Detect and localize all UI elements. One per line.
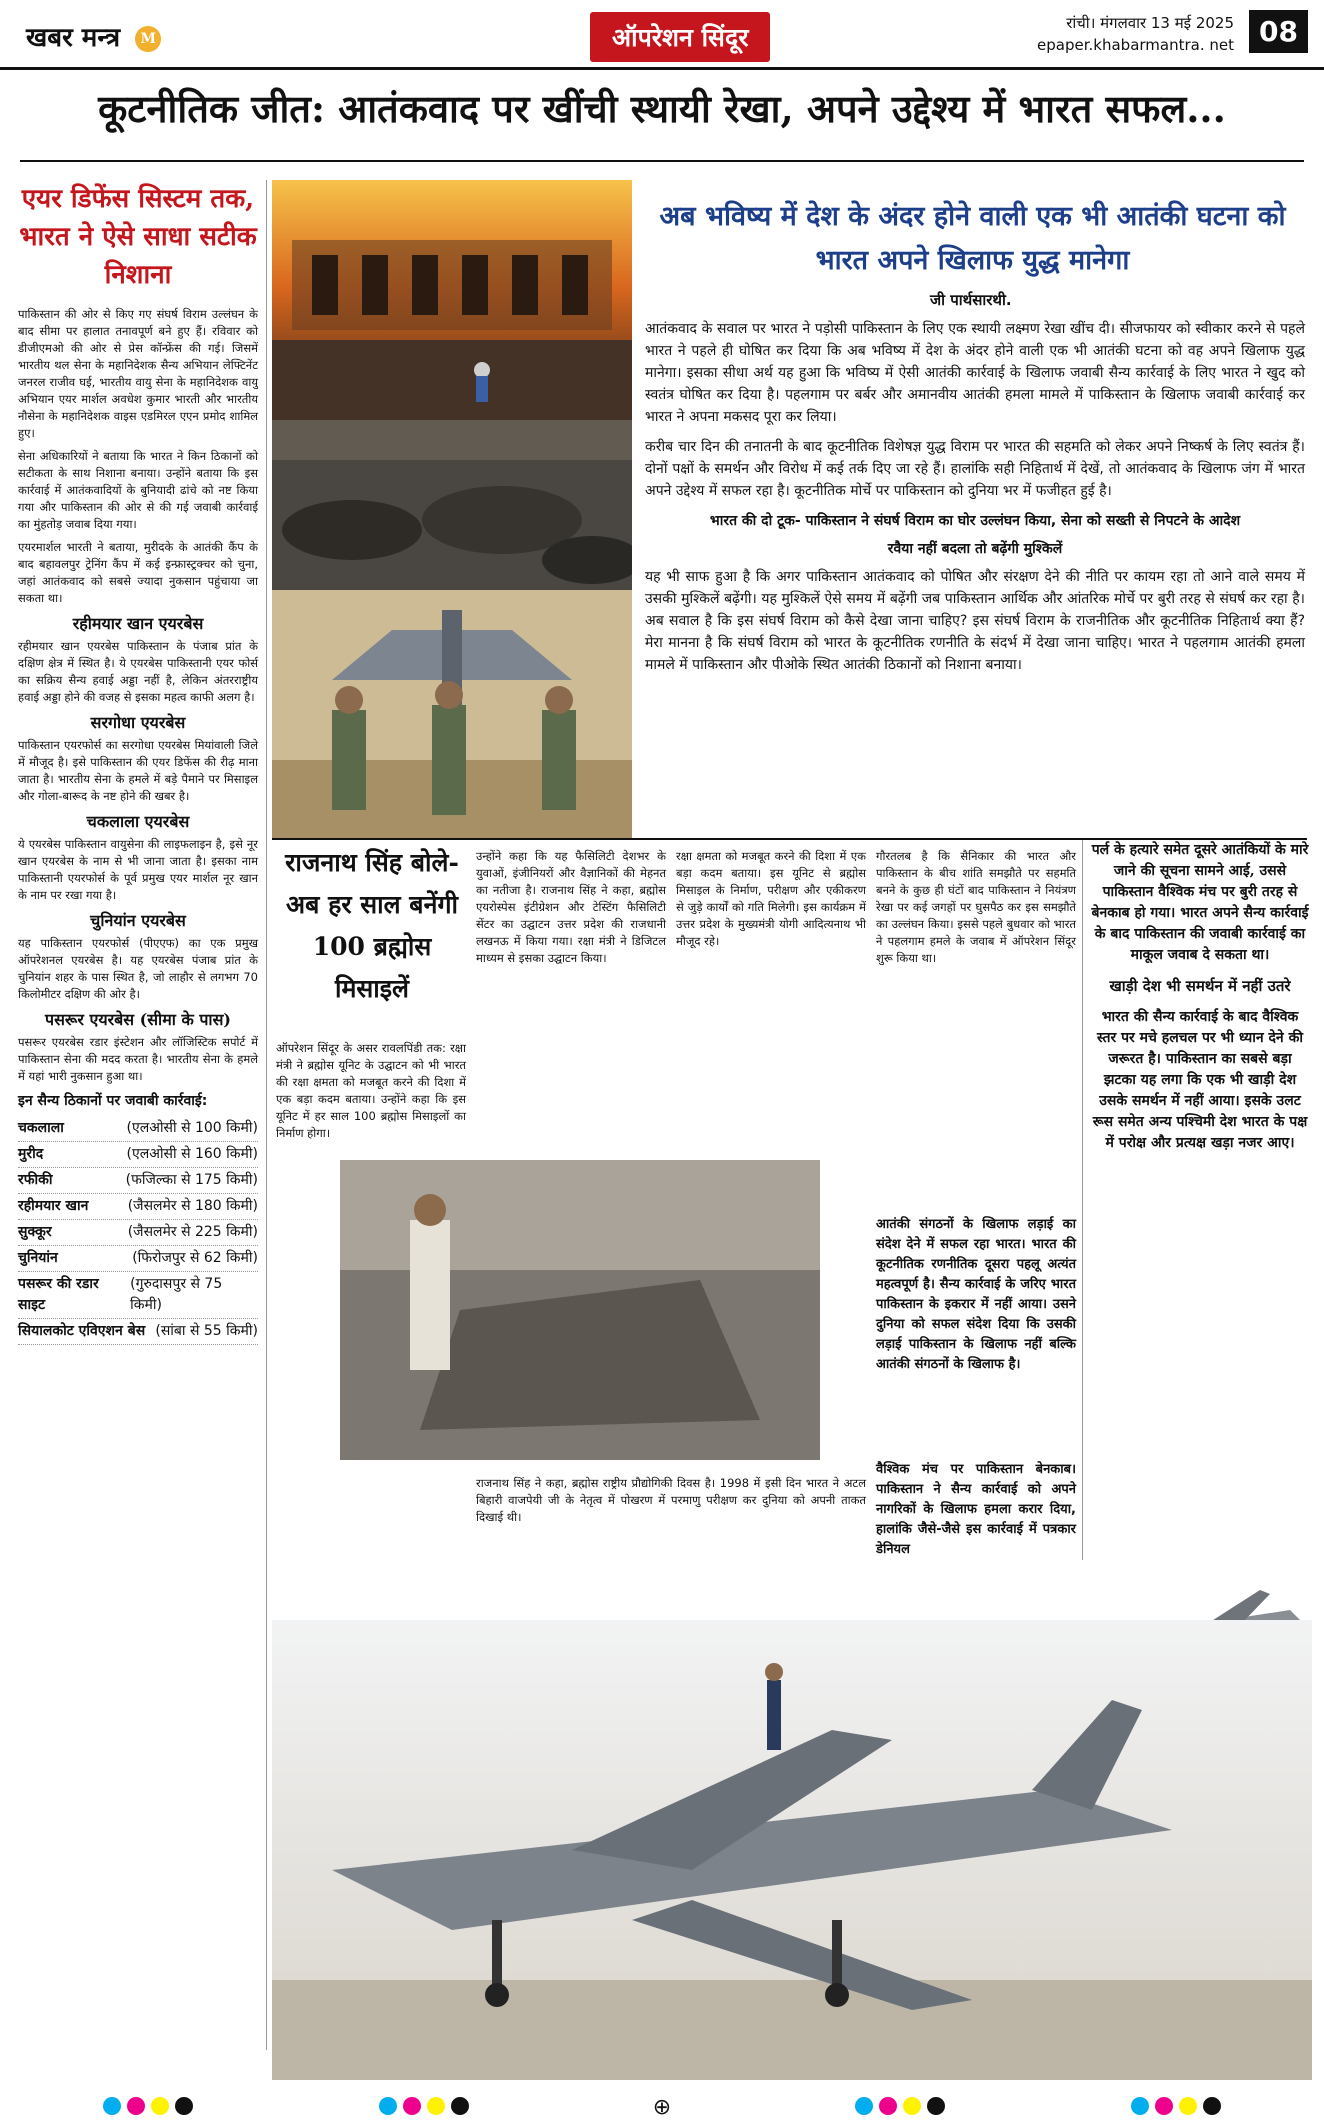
strike-site-detail: (फजिल्का से 175 किमी) (125, 1172, 258, 1188)
strike-row (18, 1168, 258, 1194)
paragraph: रहीमयार खान एयरबेस पाकिस्तान के पंजाब प्रांत के दक्षिण क्षेत्र में स्थित है। ये एयरबेस पाकिस्तानी एयर फोर्स का सक्रिय सैन्य हवाई अड्डा नहीं है, लेकिन अंतरराष्ट्रीय हवाई अड्डा होने की वजह से इसका महत्व काफी अलग है। (18, 639, 258, 704)
byline: जी पार्थसारथी. (930, 291, 1012, 309)
strike-site-detail: (गुरुदासपुर से 75 किमी) (130, 1276, 223, 1313)
cyan-dot-icon (103, 2097, 121, 2115)
strike-list (18, 1091, 258, 1345)
brand-name: खबर मन्त्र (26, 23, 121, 53)
rajnath-col-1: ऑपरेशन सिंदूर के असर रावलपिंडी तक: रक्षा मंत्री ने ब्रह्मोस यूनिट के उद्घाटन को भी भारत की रक्षा क्षमता को मजबूत करने की दिशा में एक बड़ा कदम बताया। उन्होंने कहा कि इस यूनिट में हर साल 100 ब्रह्मोस मिसाइलों का निर्माण होगा। (276, 1041, 466, 1140)
strike-list-title: इन सैन्य ठिकानों पर जवाबी कार्रवाई: (18, 1093, 208, 1109)
paragraph: एयरमार्शल भारती ने बताया, मुरीदके के आतंकी कैंप के बाद बहावलपुर ट्रेनिंग कैंप में कई इन्फ्रास्ट्रक्चर को चुना, जहां आतंकवाद को सबसे ज्यादा नुकसान पहुंचाया जा सकता था। (18, 540, 258, 605)
middle-col-2: आतंकी संगठनों के खिलाफ लड़ाई का संदेश देने में सफल रहा भारत। भारत की कूटनीतिक रणनीतिक दूसरा पहलू अत्यंत महत्वपूर्ण है। सैन्य कार्रवाई के जरिए भारत पाकिस्तान के इकरार में नहीं आया। उसने दुनिया को सफल संदेश दिया कि उसकी लड़ाई पाकिस्तान के खिलाफ नहीं बल्कि आतंकी संगठनों के खिलाफ है। (876, 1217, 1076, 1372)
rajnath-col-2: उन्होंने कहा कि यह फैसिलिटी देशभर के युवाओं, इंजीनियरों और वैज्ञानिकों की मेहनत का नतीजा है। राजनाथ सिंह ने कहा, ब्रह्मोस एयरोस्पेस इंटीग्रेशन और टेस्टिंग फैसिलिटी सेंटर का उद्घाटन उत्तर प्रदेश की राजधानी लखनऊ में किया गया। रक्षा मंत्री ने डिजिटल माध्यम से इसका उद्घाटन किया। (476, 849, 666, 965)
strike-row (18, 1220, 258, 1246)
strike-site-name: सुक्कूर (18, 1224, 52, 1240)
lead-body (645, 318, 1305, 684)
burnt-cars-photo (272, 420, 632, 590)
print-registration-strip (0, 2090, 1324, 2125)
paragraph: आतंकवाद के सवाल पर भारत ने पड़ोसी पाकिस्तान के लिए एक स्थायी लक्ष्मण रेखा खींच दी। सीजफायर को स्वीकार करने से पहले भारत ने पहले ही घोषित कर दिया कि अब भविष्य में देश के अंदर होने वाली एक भी आतंकी घटना को वह अपने खिलाफ युद्ध मानेगा। इसका सीधा अर्थ यह हुआ कि भविष्य में ऐसी आतंकी कार्रवाई के खिलाफ जवाबी सैन्य कार्रवाई के लिए भारत ने खुद को स्वतंत्र घोषित कर दिया है। पहलगाम पर बर्बर और अमानवीय आतंकी हमला मामले में पाकिस्तान के खिलाफ जवाबी कार्रवाई कर भारत ने अपना मकसद पूरा कर लिया। (645, 321, 1305, 425)
left-column (18, 180, 258, 1345)
subhead: खाड़ी देश भी समर्थन में नहीं उतरे (1109, 977, 1291, 995)
paragraph: सेना अधिकारियों ने बताया कि भारत ने किन ठिकानों को सटीकता के साथ निशाना बनाया। उन्होंने बताया कि इस कार्रवाई में आतंकवादियों के बुनियादी ढांचे को नष्ट किया गया और पाकिस्तान की ओर से की गई जवाबी कार्रवाई का मुंहतोड़ जवाब दिया गया। (18, 449, 258, 531)
yellow-dot-icon (151, 2097, 169, 2115)
yellow-dot-icon (1179, 2097, 1197, 2115)
color-swatch-group (1128, 2097, 1224, 2119)
magenta-dot-icon (879, 2097, 897, 2115)
right-column (1090, 840, 1310, 1164)
strike-row (18, 1319, 258, 1345)
black-dot-icon (1203, 2097, 1221, 2115)
rajnath-headline: राजनाथ सिंह बोले- अब हर साल बनेंगी 100 ब्रह्मोस मिसाइलें (285, 848, 459, 1003)
yellow-dot-icon (903, 2097, 921, 2115)
strike-site-name: पसरूर की रडार साइट (18, 1276, 99, 1313)
rafale-photo (272, 1620, 1312, 2080)
strike-site-name: सियालकोट एविएशन बेस (18, 1323, 146, 1339)
brand-logo (26, 18, 161, 54)
subhead: रहीमयार खान एयरबेस (72, 614, 204, 633)
strike-row (18, 1246, 258, 1272)
lead-subhead: भारत की दो टूक- पाकिस्तान ने संघर्ष विराम का घोर उल्लंघन किया, सेना को सख्ती से निपटने के आदेश (709, 513, 1241, 529)
paragraph: भारत की सैन्य कार्रवाई के बाद वैश्विक स्तर पर मचे हलचल पर भी ध्यान देने की जरूरत है। पाकिस्तान का सबसे बड़ा झटका यह लगा कि एक भी खाड़ी देश उसके समर्थन में नहीं आया। इसके उलट रूस समेत अन्य पश्चिमी देश भारत के पक्ष में परोक्ष और प्रत्यक्ष खड़ा नजर आए। (1092, 1009, 1308, 1151)
page-number: 08 (1249, 10, 1308, 53)
registration-mark-icon: ⊕ (652, 2095, 672, 2120)
rajnath-col-3: रक्षा क्षमता को मजबूत करने की दिशा में एक बड़ा कदम बताया। इस यूनिट से ब्रह्मोस मिसाइल के निर्माण, परीक्षण और एकीकरण से जुड़े कार्यों को गति मिलेगी। इस कार्यक्रम में उत्तर प्रदेश के मुख्यमंत्री योगी आदित्यनाथ भी मौजूद रहे। (676, 849, 866, 948)
subhead: पसरूर एयरबेस (सीमा के पास) (45, 1010, 231, 1029)
strike-site-detail: (फिरोजपुर से 62 किमी) (132, 1250, 258, 1266)
paragraph: पाकिस्तान की ओर से किए गए संघर्ष विराम उल्लंघन के बाद सीमा पर हालात तनावपूर्ण बने हुए हैं। रविवार को डीजीएमओ की ओर से प्रेस कॉन्फ्रेंस की गई। जिसमें भारतीय थल सेना के महानिदेशक सैन्य अभियान लेफ्टिनेंट जनरल राजीव घई, भारतीय वायु सेना के महानिदेशक वायु अभियान एयर मार्शल अवधेश कुमार भारती और भारतीय नौसेना के महानिदेशक वाइस एडमिरल एएन प्रमोद शामिल हुए। (18, 307, 258, 440)
section-tag: ऑपरेशन सिंदूर (590, 12, 770, 62)
divider (20, 160, 1304, 162)
strike-row (18, 1116, 258, 1142)
brand-badge-icon: M (135, 26, 161, 52)
paragraph: यह भी साफ हुआ है कि अगर पाकिस्तान आतंकवाद को पोषित और संरक्षण देने की नीति पर कायम रहा तो आने वाले समय में उसकी मुश्किलें बढ़ेंगी। यह मुश्किलें ऐसे समय में बढ़ेंगी जब पाकिस्तान आर्थिक और आंतरिक मोर्चे पर बुरी तरह से संघर्ष कर रहा है। अब सवाल है कि इस संघर्ष विराम को कैसे देखा जाना चाहिए? इस संघर्ष विराम के राजनीतिक और कूटनीतिक निहितार्थ क्या हैं? मेरा मानना है कि संघर्ष विराम को भारत के कूटनीतिक रणनीति के संदर्भ में देखा जाना चाहिए। भारत ने पहलगाम आतंकी हमला मामले में पाकिस्तान और पीओके स्थित आतंकी ठिकानों को निशाना बनाया। (645, 569, 1305, 673)
pilots-photo (272, 590, 632, 840)
paragraph: यह पाकिस्तान एयरफोर्स (पीएएफ) का एक प्रमुख ऑपरेशनल एयरबेस है। यह एयरबेस पंजाब प्रांत के चुनियांन शहर के पास स्थित है, जो लाहौर से लगभग 70 किलोमीटर दक्षिण की ओर है। (18, 936, 258, 1001)
strike-row (18, 1194, 258, 1220)
dateline (1037, 12, 1234, 56)
paragraph: करीब चार दिन की तनातनी के बाद कूटनीतिक विशेषज्ञ युद्ध विराम पर भारत की सहमति को लेकर अपने निष्कर्ष के लिए स्वतंत्र हैं। दोनों पक्षों के समर्थन और विरोध में कई तर्क दिए जा रहे हैं। हालांकि सही निहितार्थ में देखें, तो आतंकवाद के खिलाफ जंग में भारत अपने उद्देश्य में सफल रहा है। कूटनीतिक मोर्चे पर पाकिस्तान को दुनिया भर में फजीहत हुई है। (645, 439, 1305, 499)
strike-site-detail: (एलओसी से 160 किमी) (126, 1146, 258, 1162)
blast-photo (272, 180, 632, 420)
yellow-dot-icon (427, 2097, 445, 2115)
color-swatch-group (852, 2097, 948, 2119)
subhead: चुनियांन एयरबेस (90, 911, 186, 930)
cyan-dot-icon (379, 2097, 397, 2115)
strike-row (18, 1272, 258, 1319)
rajnath-col-4: राजनाथ सिंह ने कहा, ब्रह्मोस राष्ट्रीय प्रौद्योगिकी दिवस है। 1998 में इसी दिन भारत ने अटल बिहारी वाजपेयी जी के नेतृत्व में पोखरण में परमाणु परीक्षण कर दुनिया को अपनी ताकत दिखाई थी। (476, 1476, 866, 1524)
strike-site-detail: (जैसलमेर से 180 किमी) (127, 1198, 258, 1214)
strike-site-name: मुरीद (18, 1146, 44, 1162)
paragraph: ये एयरबेस पाकिस्तान वायुसेना की लाइफलाइन है, इसे नूर खान एयरबेस के नाम से भी जाना जाता है। इसका नाम पाकिस्तानी एयरफोर्स के पूर्व प्रमुख एयर मार्शल नूर खान के नाम पर रखा गया है। (18, 837, 258, 902)
column-rule (266, 180, 267, 2050)
strike-site-name: चुनियांन (18, 1250, 58, 1266)
cyan-dot-icon (1131, 2097, 1149, 2115)
subhead: चकलाला एयरबेस (86, 812, 190, 831)
paragraph: पर्ल के हत्यारे समेत दूसरे आतंकियों के मारे जाने की सूचना सामने आई, उससे पाकिस्तान वैश्विक मंच पर बुरी तरह से बेनकाब हो गया। भारत अपने सैन्य कार्रवाई के बाद पाकिस्तान की जवाबी कार्रवाई का माकूल जवाब दे सकता था। (1091, 842, 1309, 963)
strike-site-name: रफीकी (18, 1172, 53, 1188)
subhead: सरगोधा एयरबेस (90, 713, 186, 732)
strike-site-detail: (जैसलमेर से 225 किमी) (127, 1224, 258, 1240)
strike-site-name: चकलाला (18, 1120, 64, 1136)
black-dot-icon (175, 2097, 193, 2115)
left-headline: एयर डिफेंस सिस्टम तक, भारत ने ऐसे साधा सटीक निशाना (19, 184, 257, 290)
color-swatch-group (100, 2097, 196, 2119)
strike-site-detail: (सांबा से 55 किमी) (155, 1323, 258, 1339)
magenta-dot-icon (127, 2097, 145, 2115)
page-headline: कूटनीतिक जीत: आतंकवाद पर खींची स्थायी रेखा, अपने उद्देश्य में भारत सफल... (98, 86, 1226, 131)
column-rule (1082, 840, 1083, 1560)
site-text[interactable]: epaper.khabarmantra. net (1037, 36, 1234, 54)
paragraph: पसरूर एयरबेस रडार इंस्टेशन और लॉजिस्टिक सपोर्ट में पाकिस्तान सेना की मदद करता है। भारतीय सेना के हमले में यहां भारी नुकसान हुआ था। (18, 1035, 258, 1083)
strike-site-name: रहीमयार खान (18, 1198, 89, 1214)
color-swatch-group (376, 2097, 472, 2119)
lead-headline: अब भविष्य में देश के अंदर होने वाली एक भी आतंकी घटना को भारत अपने खिलाफ युद्ध मानेगा (659, 201, 1286, 276)
cyan-dot-icon (855, 2097, 873, 2115)
middle-col-3: वैश्विक मंच पर पाकिस्तान बेनकाब। पाकिस्तान ने सैन्य कार्रवाई को अपने नागरिकों के खिलाफ हमला करार दिया, हालांकि जैसे-जैसे इस कार्रवाई में पत्रकार डेनियल (876, 1462, 1076, 1557)
magenta-dot-icon (403, 2097, 421, 2115)
magenta-dot-icon (1155, 2097, 1173, 2115)
date-text: रांची। मंगलवार 13 मई 2025 (1066, 14, 1234, 32)
masthead (0, 0, 1324, 70)
black-dot-icon (927, 2097, 945, 2115)
left-body (18, 306, 258, 1085)
middle-col-1: गौरतलब है कि सैनिकार की भारत और पाकिस्तान के बीच शांति समझौते पर सहमति बनने के कुछ ही घंटों बाद पाकिस्तान ने नियंत्रण रेखा पर कई जगहों पर घुसपैठ कर इस समझौते का उल्लंघन किया। इससे पहले बुधवार को भारत ने पहलगाम हमले के जवाब में ऑपरेशन सिंदूर शुरू किया था। (876, 849, 1076, 965)
black-dot-icon (451, 2097, 469, 2115)
lead-subhead: रवैया नहीं बदला तो बढ़ेंगी मुश्किलें (887, 541, 1063, 557)
strike-site-detail: (एलओसी से 100 किमी) (126, 1120, 258, 1136)
brahmos-site-photo (340, 1160, 820, 1460)
paragraph: पाकिस्तान एयरफोर्स का सरगोधा एयरबेस मियांवाली जिले में मौजूद है। इसे पाकिस्तान की एयर डिफेंस की रीढ़ माना जाता है। भारतीय सेना के हमले में बड़े पैमाने पर मिसाइल और गोला-बारूद के नष्ट होने की खबर है। (18, 738, 258, 803)
strike-row (18, 1142, 258, 1168)
